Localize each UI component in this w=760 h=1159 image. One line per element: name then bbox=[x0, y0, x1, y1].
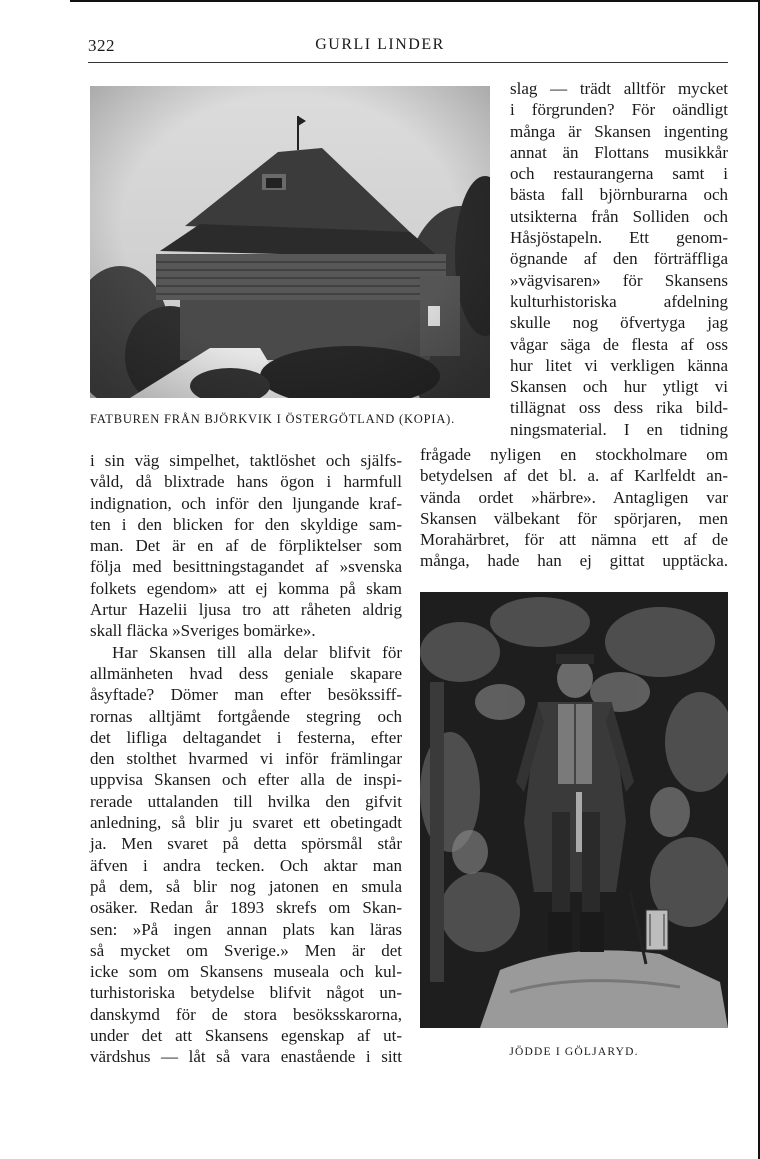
text-line: frågade nyligen en stockholmare om bbox=[420, 445, 728, 464]
text-line: skulle nog öfvertyga jag bbox=[510, 313, 728, 333]
text-line: sen: »På ingen annan plats kan läras bbox=[90, 919, 402, 939]
text-line: bästa fall björnburarna och bbox=[510, 185, 728, 205]
text-line: åsyftade? Dömer man efter besökssiff- bbox=[90, 685, 402, 705]
text-line: uppvisa Skansen och efter alla de inspi- bbox=[90, 770, 402, 790]
text-line: följa med besittningstagandet af »svenska bbox=[90, 557, 402, 577]
text-line: vågar säga de flesta af oss bbox=[510, 334, 728, 354]
text-column-left bbox=[90, 450, 402, 1068]
text-line: betydelsen af det bl. a. af Karlfeldt an- bbox=[420, 466, 728, 486]
text-line: Skansen välbekant för spörjaren, men bbox=[420, 508, 728, 528]
header-rule bbox=[88, 62, 728, 63]
text-line: Artur Hazelii ljusa tro att råheten aldrig bbox=[90, 600, 402, 620]
text-line: folkets egendom» att ej komma på skam bbox=[90, 578, 402, 598]
text-line: ja. Men svaret på detta spörsmål står bbox=[90, 834, 402, 854]
text-line: i sin väg simpelhet, taktlöshet och själfs- bbox=[90, 451, 402, 470]
text-line: många är Skansen ingenting bbox=[510, 121, 728, 141]
text-line: turhistoriska betydelse blifvit något un- bbox=[90, 983, 402, 1003]
text-line: kulturhistoriska afdelning bbox=[510, 291, 728, 311]
text-line: man. Det är en af de förpliktelser som bbox=[90, 536, 402, 556]
jodde-caption: JÖDDE I GÖLJARYD. bbox=[509, 1046, 639, 1058]
text-line: danskymd för de stora besöksskarorna, bbox=[90, 1004, 402, 1024]
text-line: våld, då blixtrade hans ögon i harmfull bbox=[90, 472, 402, 492]
text-line: rerade uttalanden till hvilka den gifvit bbox=[90, 791, 402, 811]
running-title: GURLI LINDER bbox=[315, 36, 445, 53]
text-column-right-top bbox=[510, 78, 728, 440]
text-line: Morahärbret, för att nämna ett af de bbox=[420, 530, 728, 550]
text-line: Skansen och hur ytligt vi bbox=[510, 377, 728, 397]
text-line: ningsmaterial. I en tidning bbox=[510, 419, 728, 439]
page-edge-top bbox=[70, 0, 760, 2]
text-line: ögnande af den förträffliga bbox=[510, 249, 728, 269]
text-line: hur litet vi verkligen känna bbox=[510, 355, 728, 375]
text-line: Har Skansen till alla delar blifvit för bbox=[112, 642, 402, 662]
text-line: ten i den blicken for den skyldige sam- bbox=[90, 514, 402, 534]
text-line: slag — trädt alltför mycket bbox=[510, 79, 728, 98]
text-column-right-middle bbox=[420, 444, 728, 572]
text-line: i förgrunden? För oändligt bbox=[510, 100, 728, 120]
text-line: under det att Skansens egenskap af ut- bbox=[90, 1026, 402, 1046]
text-line: allmänheten hvad dess geniale skapare bbox=[90, 663, 402, 683]
text-line: många, hade han ej gittat upptäcka. bbox=[420, 551, 728, 571]
text-line: tillägnat oss dess rika bild- bbox=[510, 398, 728, 418]
text-line: icke som om Skansens museala och kul- bbox=[90, 962, 402, 982]
fatburen-photo bbox=[90, 86, 490, 398]
text-line: annat än Flottans musikkår bbox=[510, 142, 728, 162]
text-line: vända ordet »härbre». Antagligen var bbox=[420, 487, 728, 507]
text-line: rornas alltjämt fortgående stegring och bbox=[90, 706, 402, 726]
text-line: anledning, så blir ju svaret ett obetingadt bbox=[90, 813, 402, 833]
jodde-statue-photo bbox=[420, 592, 728, 1028]
text-line: utsikterna från Solliden och bbox=[510, 206, 728, 226]
text-line: äfven i andra tecken. Och aktar man bbox=[90, 855, 402, 875]
text-line: skall fläcka »Sveriges bomärke». bbox=[90, 621, 316, 641]
text-line: på dem, så blir nog jatonen en smula bbox=[90, 876, 402, 896]
fatburen-caption: FATBUREN FRÅN BJÖRKVIK I ÖSTERGÖTLAND (KOPIA). bbox=[90, 412, 456, 426]
text-line: värdshus — låt så vara enastående i sitt bbox=[90, 1047, 402, 1067]
page-number: 322 bbox=[88, 36, 115, 55]
text-line: osäker. Redan år 1893 skrefs om Skan- bbox=[90, 898, 402, 918]
text-line: Håsjöstapeln. Ett genom- bbox=[510, 228, 728, 248]
text-line: och restaurangerna samt i bbox=[510, 164, 728, 184]
text-line: så mycket om Sverige.» Men är det bbox=[90, 940, 402, 960]
text-line: »vägvisaren» för Skansens bbox=[510, 270, 728, 290]
text-line: den stolthet hvarmed vi inför främlingar bbox=[90, 749, 402, 769]
text-line: indignation, och inför den ljungande kraf- bbox=[90, 493, 402, 513]
text-line: det lifliga deltagandet i festerna, efter bbox=[90, 727, 402, 747]
